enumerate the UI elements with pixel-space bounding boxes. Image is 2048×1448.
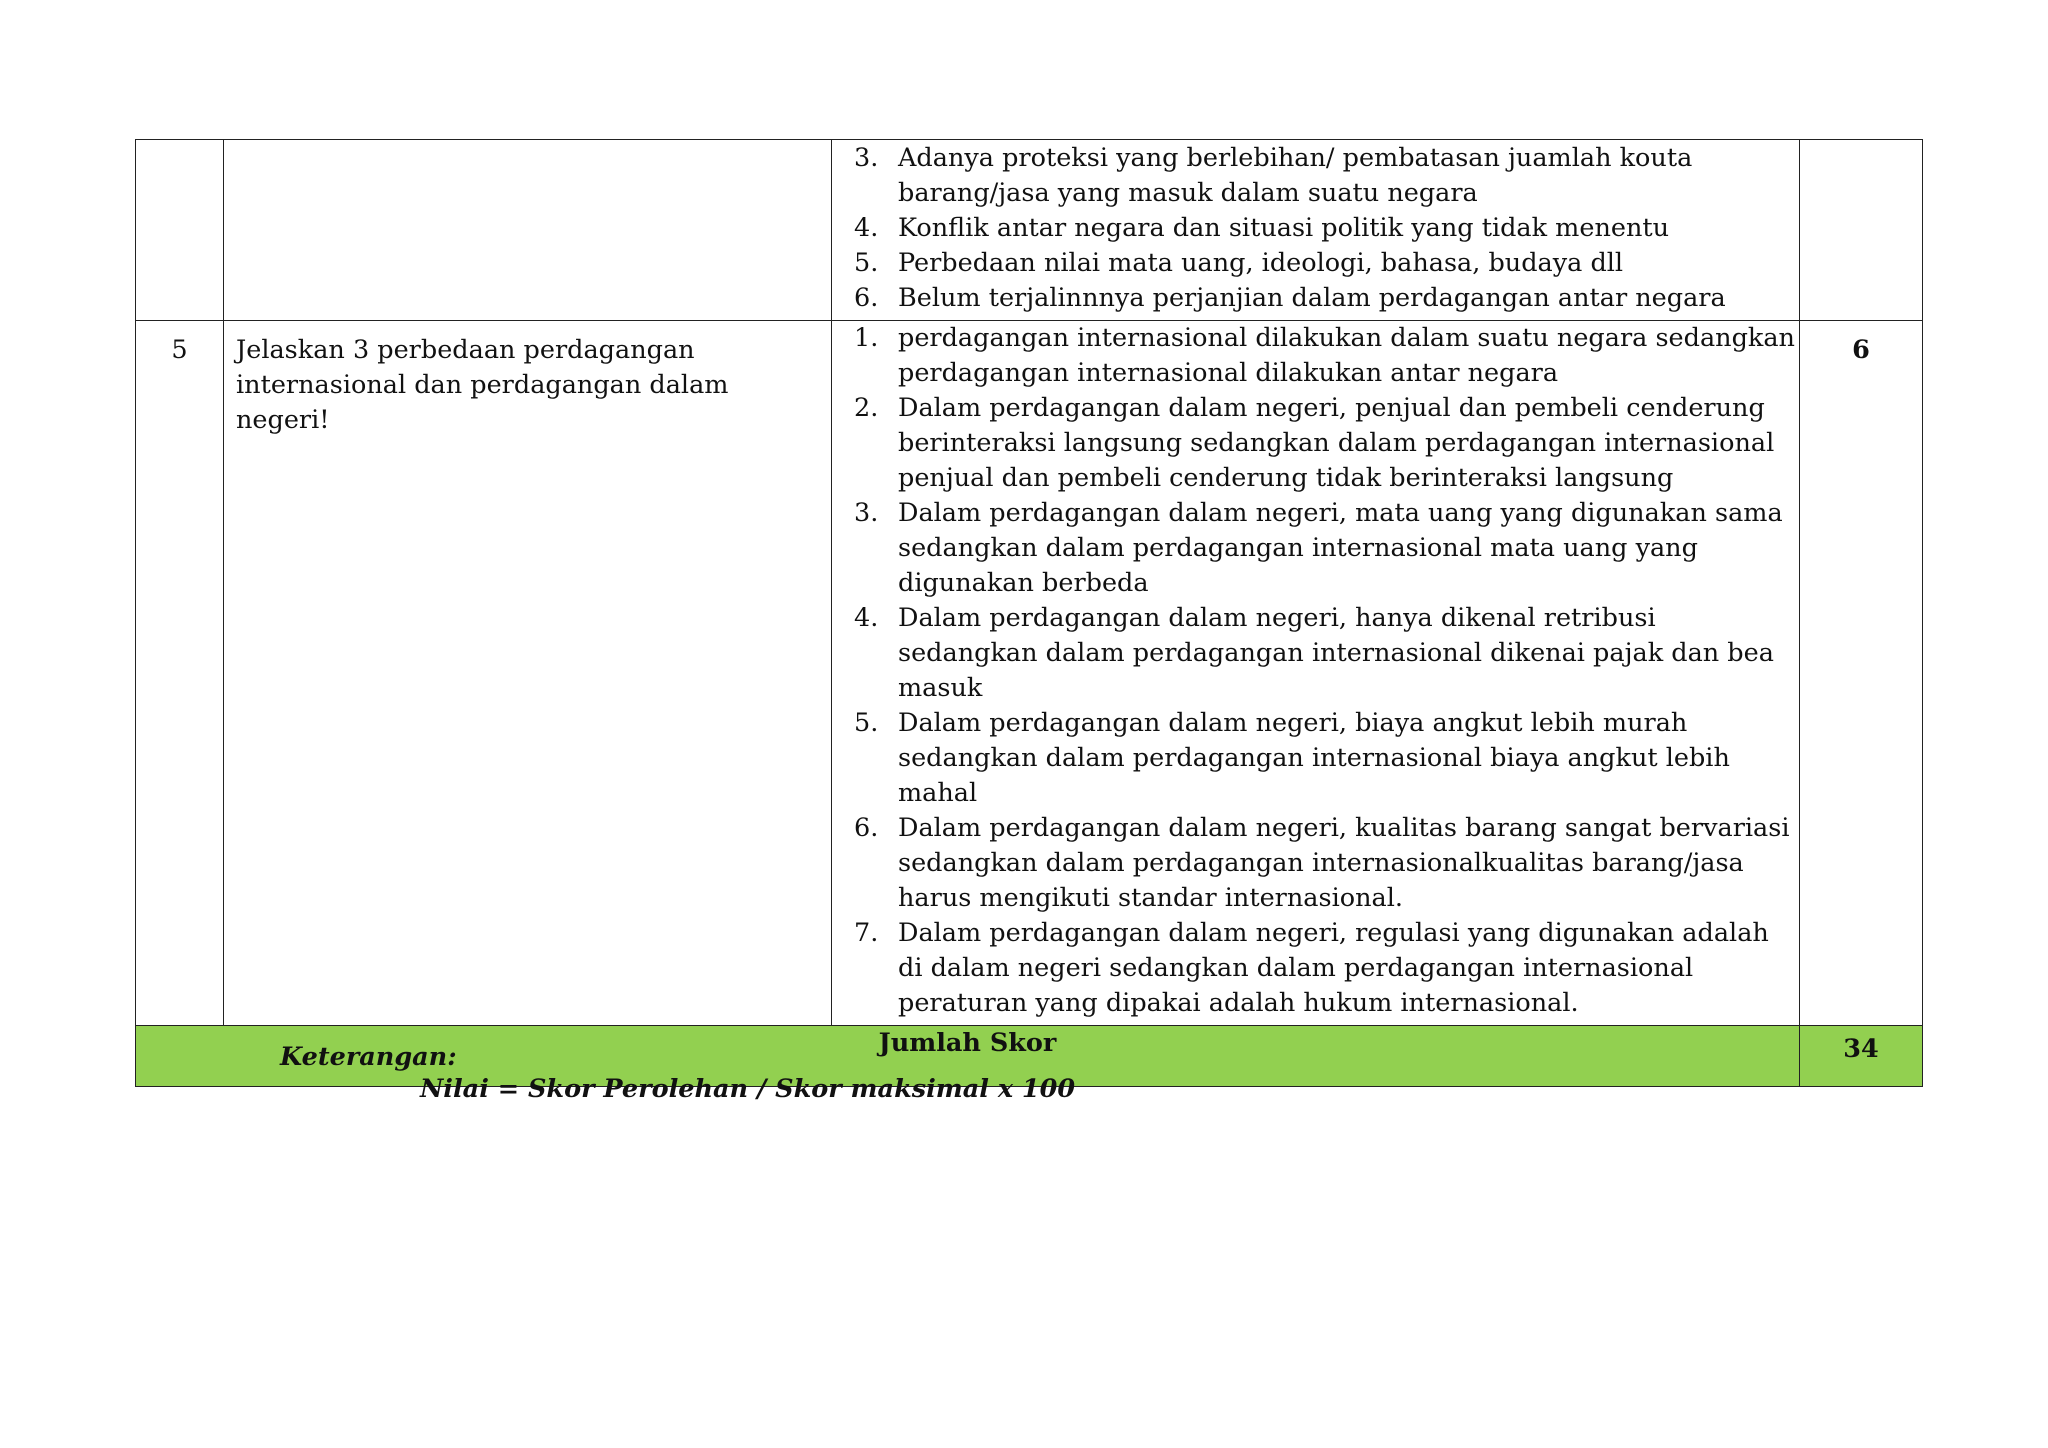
score-cell	[1800, 140, 1923, 321]
total-score-label: Jumlah Skor	[136, 1026, 1800, 1087]
answer-item: 2. Dalam perdagangan dalam negeri, penjual dan pembeli cenderung berinteraksi langsung sedangkan dalam perdagangan internasional penjual dan pembeli cenderung tidak berinteraksi langsung	[854, 393, 1775, 493]
question-cell: Jelaskan 3 perbedaan perdagangan internasional dan perdagangan dalam negeri!	[224, 321, 832, 1026]
grading-formula: Nilai = Skor Perolehan / Skor maksimal x 100	[420, 1074, 1076, 1104]
table-row	[136, 140, 1923, 321]
answer-item: 6. Belum terjalinnnya perjanjian dalam perdagangan antar negara	[854, 283, 1726, 313]
answer-item: 1. perdagangan internasional dilakukan dalam suatu negara sedangkan perdagangan internasional dilakukan antar negara	[854, 323, 1795, 388]
answer-item: 7. Dalam perdagangan dalam negeri, regulasi yang digunakan adalah di dalam negeri sedangkan dalam perdagangan internasional peraturan yang dipakai adalah hukum internasional.	[854, 918, 1769, 1018]
answer-item: 3. Dalam perdagangan dalam negeri, mata uang yang digunakan sama sedangkan dalam perdagangan internasional mata uang yang digunakan berbeda	[854, 498, 1783, 598]
total-score-value: 34	[1800, 1026, 1923, 1087]
row-number-cell	[136, 140, 224, 321]
notes-title: Keterangan:	[280, 1042, 457, 1072]
answer-item: 3. Adanya proteksi yang berlebihan/ pembatasan juamlah kouta barang/jasa yang masuk dalam suatu negara	[854, 143, 1693, 208]
answer-list	[832, 321, 1799, 1025]
answer-item: 6. Dalam perdagangan dalam negeri, kualitas barang sangat bervariasi sedangkan dalam perdagangan internasionalkualitas barang/jasa harus mengikuti standar internasional.	[854, 813, 1790, 913]
answer-list	[832, 140, 1799, 320]
answer-item: 4. Konflik antar negara dan situasi politik yang tidak menentu	[854, 213, 1670, 243]
answer-cell	[832, 140, 1800, 321]
question-cell	[224, 140, 832, 321]
answer-item: 5. Perbedaan nilai mata uang, ideologi, bahasa, budaya dll	[854, 248, 1624, 278]
scoring-rubric-table	[135, 139, 1923, 1087]
table-row	[136, 321, 1923, 1026]
answer-item: 5. Dalam perdagangan dalam negeri, biaya angkut lebih murah sedangkan dalam perdagangan internasional biaya angkut lebih mahal	[854, 708, 1730, 808]
score-cell: 6	[1800, 321, 1923, 1026]
answer-item: 4. Dalam perdagangan dalam negeri, hanya dikenal retribusi sedangkan dalam perdagangan internasional dikenai pajak dan bea masuk	[854, 603, 1774, 703]
row-number-cell: 5	[136, 321, 224, 1026]
answer-cell	[832, 321, 1800, 1026]
